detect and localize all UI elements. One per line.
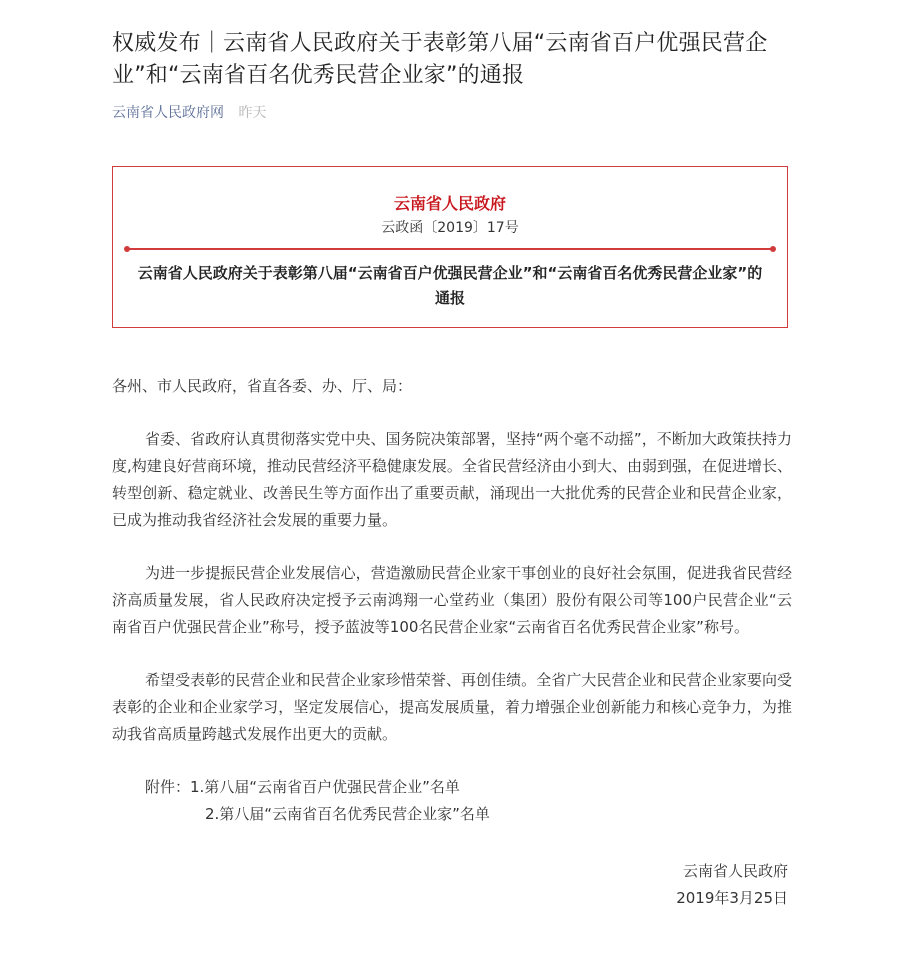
signature-date: 2019年3月25日	[676, 889, 788, 907]
publish-time: 昨天	[238, 105, 267, 121]
red-divider-line	[127, 248, 773, 250]
document-title: 云南省人民政府关于表彰第八届“云南省百户优强民营企业”和“云南省百名优秀民营企业家”的通报	[137, 264, 763, 307]
article-meta	[112, 103, 792, 123]
signature	[112, 858, 792, 912]
document-number: 云政函〔2019〕17号	[381, 220, 519, 236]
document-body	[112, 373, 792, 912]
attachment-1: 附件：1.第八届“云南省百户优强民营企业”名单	[145, 778, 460, 796]
attachment-2: 2.第八届“云南省百名优秀民营企业家”名单	[205, 805, 490, 823]
divider-dot-left	[124, 246, 130, 252]
source-link[interactable]: 云南省人民政府网	[112, 105, 224, 121]
divider-dot-right	[770, 246, 776, 252]
official-document-header	[112, 166, 788, 328]
paragraph-3: 希望受表彰的民营企业和民营企业家珍惜荣誉、再创佳绩。全省广大民营企业和民营企业家要向受表彰的企业和企业家学习，坚定发展信心，提高发展质量，着力增强企业创新能力和核心竞争力，为推动我省高质量跨越式发展作出更大的贡献。	[112, 671, 792, 743]
article-title: 权威发布｜云南省人民政府关于表彰第八届“云南省百户优强民营企业”和“云南省百名优秀民营企业家”的通报	[112, 31, 768, 88]
attachments	[112, 774, 792, 828]
article	[112, 0, 792, 912]
signature-org: 云南省人民政府	[682, 862, 788, 880]
issuer-name: 云南省人民政府	[393, 194, 506, 213]
salutation: 各州、市人民政府，省直各委、办、厅、局：	[112, 377, 413, 395]
paragraph-1: 省委、省政府认真贯彻落实党中央、国务院决策部署，坚持“两个毫不动摇”，不断加大政策扶持力度,构建良好营商环境，推动民营经济平稳健康发展。全省民营经济由小到大、由弱到强，在促进增长、转型创新、稳定就业、改善民生等方面作出了重要贡献，涌现出一大批优秀的民营企业和民营企业家，已成为推动我省经济社会发展的重要力量。	[112, 430, 792, 529]
paragraph-2: 为进一步提振民营企业发展信心，营造激励民营企业家干事创业的良好社会氛围，促进我省民营经济高质量发展，省人民政府决定授予云南鸿翔一心堂药业（集团）股份有限公司等100户民营企业“云南省百户优强民营企业”称号，授予蓝波等100名民营企业家“云南省百名优秀民营企业家”称号。	[112, 564, 792, 636]
